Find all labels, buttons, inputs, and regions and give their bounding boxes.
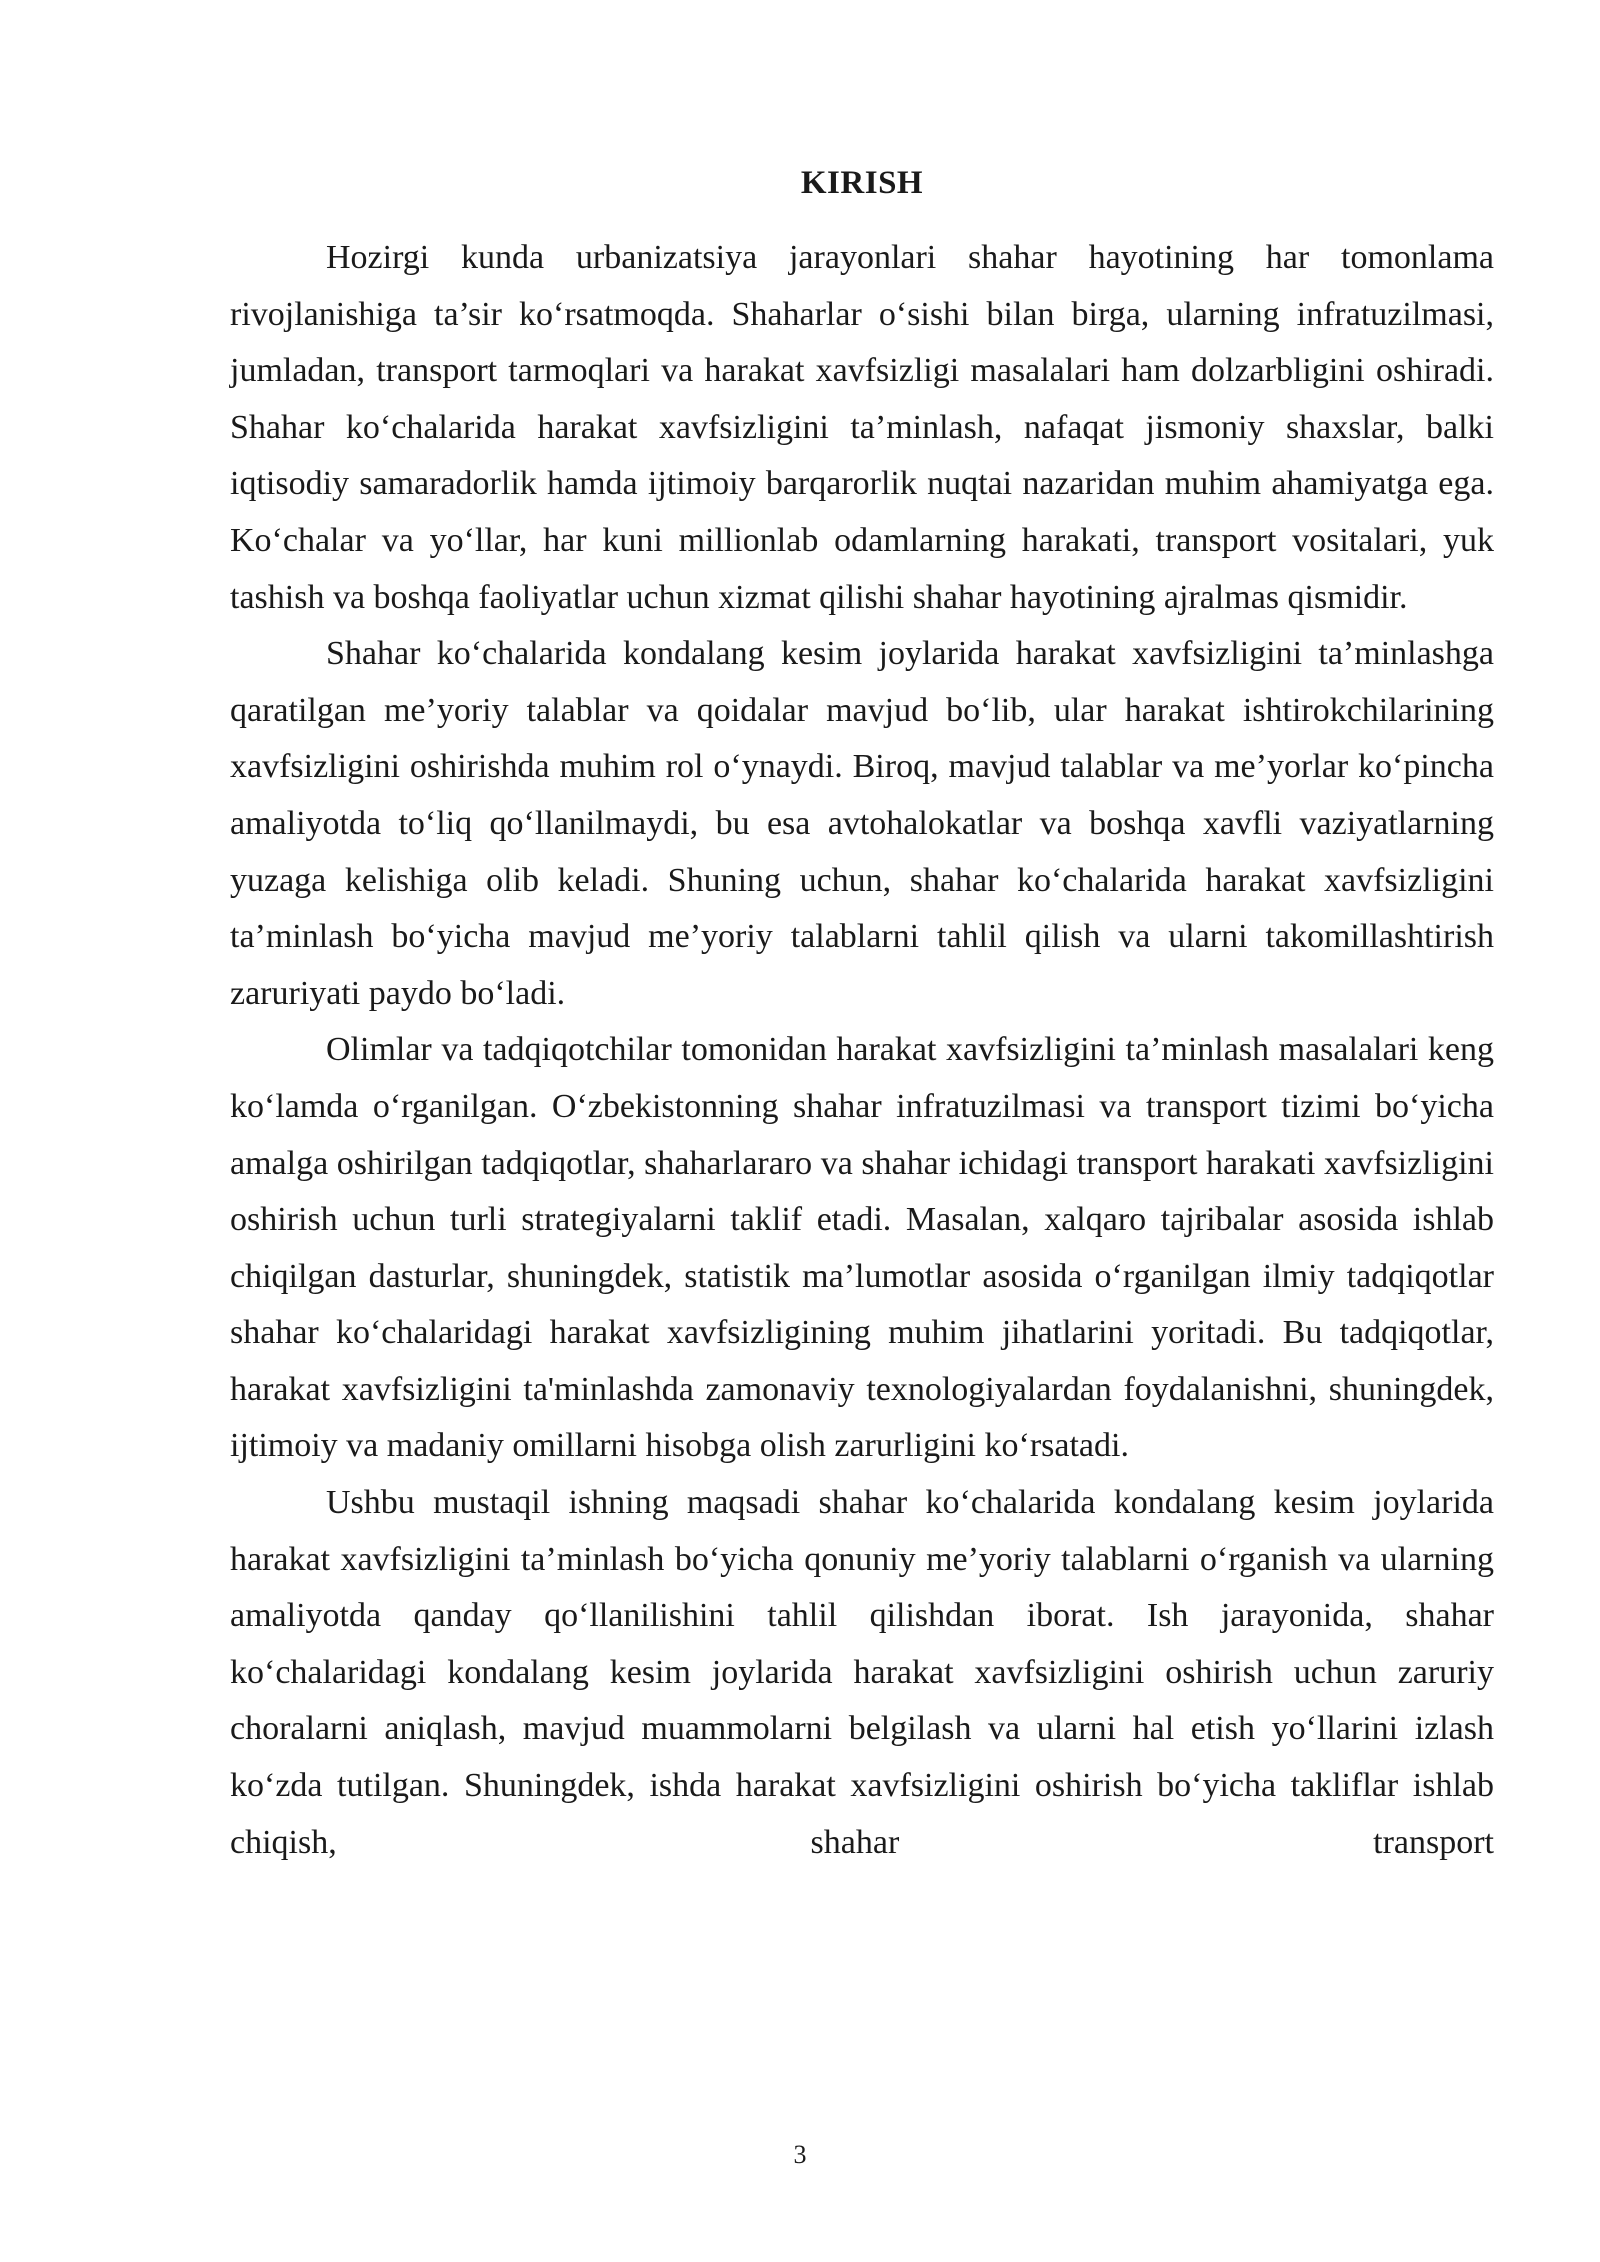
paragraph-standards: Shahar ko‘chalarida kondalang kesim joylarida harakat xavfsizligini ta’minlashga qaratilgan me’yoriy talablar va qoidalar mavjud bo‘lib, ular harakat ishtirokchilarining xavfsizligini oshirishda muhim rol o‘ynaydi. Biroq, mavjud talablar va me’yorlar ko‘pincha amaliyotda to‘liq qo‘llanilmaydi, bu esa avtohalokatlar va boshqa xavfli vaziyatlarning yuzaga kelishiga olib keladi. Shuning uchun, shahar ko‘chalarida harakat xavfsizligini ta’minlash bo‘yicha mavjud me’yoriy talablarni tahlil qilish va ularni takomillashtirish zaruriyati paydo bo‘ladi. bbox=[230, 635, 1494, 1012]
page-title: KIRISH bbox=[800, 165, 924, 201]
paragraph-purpose: Ushbu mustaqil ishning maqsadi shahar ko‘chalarida kondalang kesim joylarida harakat xavfsizligini ta’minlash bo‘yicha qonuniy me’yoriy talablarni o‘rganish va ularning amaliyotda qanday qo‘llanilishini tahlil qilishdan iborat. Ish jarayonida, shahar ko‘chalaridagi kondalang kesim joylarida harakat xavfsizligini oshirish uchun zaruriy choralarni aniqlash, mavjud muammolarni belgilash va ularni hal etish yo‘llarini izlash ko‘zda tutilgan. Shuningdek, ishda harakat xavfsizligini oshirish bo‘yicha takliflar ishlab chiqish, shahar transport bbox=[230, 1484, 1494, 1861]
paragraph-research: Olimlar va tadqiqotchilar tomonidan harakat xavfsizligini ta’minlash masalalari keng ko‘lamda o‘rganilgan. O‘zbekistonning shahar infratuzilmasi va transport tizimi bo‘yicha amalga oshirilgan tadqiqotlar, shaharlararo va shahar ichidagi transport harakati xavfsizligini oshirish uchun turli strategiyalarni taklif etadi. Masalan, xalqaro tajribalar asosida ishlab chiqilgan dasturlar, shuningdek, statistik ma’lumotlar asosida o‘rganilgan ilmiy tadqiqotlar shahar ko‘chalaridagi harakat xavfsizligining muhim jihatlarini yoritadi. Bu tadqiqotlar, harakat xavfsizligini ta'minlashda zamonaviy texnologiyalardan foydalanishni, shuningdek, ijtimoiy va madaniy omillarni hisobga olish zarurligini ko‘rsatadi. bbox=[230, 1031, 1494, 1465]
document-page bbox=[230, 160, 1494, 1871]
page-number: 3 bbox=[793, 2140, 807, 2169]
paragraph-intro: Hozirgi kunda urbanizatsiya jarayonlari shahar hayotining har tomonlama rivojlanishiga ta’sir ko‘rsatmoqda. Shaharlar o‘sishi bilan birga, ularning infratuzilmasi, jumladan, transport tarmoqlari va harakat xavfsizligi masalalari ham dolzarbligini oshiradi. Shahar ko‘chalarida harakat xavfsizligini ta’minlash, nafaqat jismoniy shaxslar, balki iqtisodiy samaradorlik hamda ijtimoiy barqarorlik nuqtai nazaridan muhim ahamiyatga ega. Ko‘chalar va yo‘llar, har kuni millionlab odamlarning harakati, transport vositalari, yuk tashish va boshqa faoliyatlar uchun xizmat qilishi shahar hayotining ajralmas qismidir. bbox=[230, 239, 1494, 616]
